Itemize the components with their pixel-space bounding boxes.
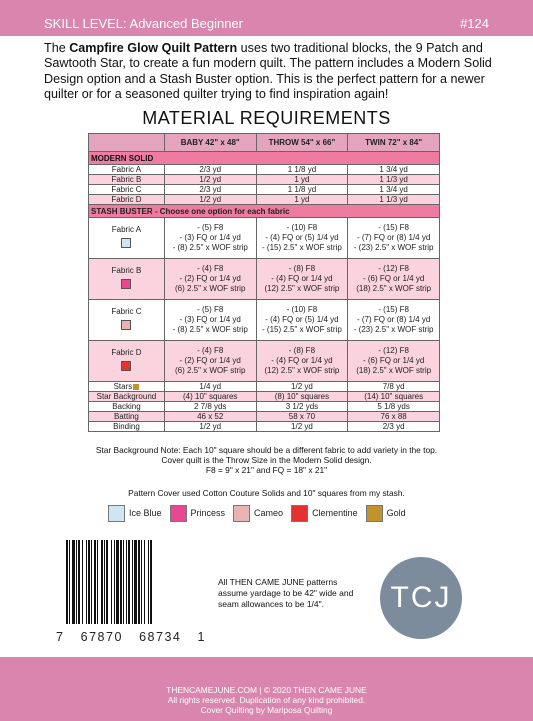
table-row bbox=[89, 412, 440, 422]
table-row bbox=[89, 218, 440, 259]
color-legend bbox=[108, 503, 414, 523]
intro-paragraph bbox=[44, 41, 494, 103]
table-cell bbox=[164, 300, 256, 341]
barcode-bar bbox=[78, 540, 80, 624]
fabric-swatch bbox=[121, 279, 131, 289]
cell-line: - (4) FQ or 1/4 yd bbox=[271, 356, 333, 365]
legend-swatch bbox=[108, 505, 125, 522]
cell-line: - (7) FQ or (8) 1/4 yd bbox=[356, 315, 431, 324]
section-label: STASH BUSTER - Choose one option for each fabric bbox=[89, 205, 440, 218]
table-row bbox=[89, 195, 440, 205]
header-bar bbox=[0, 0, 533, 36]
star-background-note bbox=[50, 445, 483, 475]
barcode-digit-group: 7 bbox=[56, 630, 65, 644]
table-cell: (14) 10" squares bbox=[348, 392, 440, 402]
table-cell: 2/3 yd bbox=[348, 422, 440, 432]
table-row bbox=[89, 259, 440, 300]
cell-line: - (8) F8 bbox=[288, 346, 316, 355]
cell-line: - (4) FQ or (5) 1/4 yd bbox=[265, 233, 339, 242]
logo-text: TCJ bbox=[390, 581, 452, 614]
cell-line: - (12) F8 bbox=[378, 346, 409, 355]
table-cell bbox=[256, 341, 348, 382]
fabric-swatch bbox=[121, 361, 131, 371]
table-cell: (8) 10" squares bbox=[256, 392, 348, 402]
note-line-2: Cover quilt is the Throw Size in the Modern Solid design. bbox=[161, 455, 372, 465]
table-cell: 1/2 yd bbox=[256, 382, 348, 392]
table-row bbox=[89, 165, 440, 175]
cell-line: (12) 2.5" x WOF strip bbox=[264, 366, 340, 375]
note-line-3: F8 = 9" x 21" and FQ = 18" x 21" bbox=[205, 465, 328, 475]
table-cell bbox=[348, 300, 440, 341]
footer-line-3: Cover Quilting by Mariposa Quilting bbox=[200, 705, 333, 715]
barcode-digit-group: 1 bbox=[197, 630, 206, 644]
legend-swatch bbox=[291, 505, 308, 522]
tcj-logo bbox=[380, 557, 462, 639]
row-label bbox=[89, 392, 165, 402]
table-cell: 2/3 yd bbox=[164, 165, 256, 175]
cell-line: - (2) FQ or 1/4 yd bbox=[179, 356, 241, 365]
barcode-bar bbox=[66, 540, 68, 624]
cell-line: - (10) F8 bbox=[286, 305, 318, 314]
row-label bbox=[89, 382, 165, 392]
row-label-text: Batting bbox=[113, 412, 139, 421]
table-cell: 1 3/4 yd bbox=[348, 185, 440, 195]
section-row-stash-buster bbox=[89, 205, 440, 218]
cell-line: - (8) 2.5" x WOF strip bbox=[172, 325, 248, 334]
table-cell: 7/8 yd bbox=[348, 382, 440, 392]
table-cell: 1 yd bbox=[256, 175, 348, 185]
table-cell bbox=[256, 259, 348, 300]
fabric-label: Fabric B bbox=[111, 266, 142, 275]
cell-line: - (4) FQ or 1/4 yd bbox=[271, 274, 333, 283]
table-cell bbox=[164, 259, 256, 300]
barcode-bar bbox=[82, 540, 83, 624]
row-label-text: Binding bbox=[113, 422, 140, 431]
barcode-bar bbox=[72, 540, 75, 624]
barcode-bar bbox=[120, 540, 122, 624]
barcode-bar bbox=[150, 540, 152, 624]
table-row bbox=[89, 402, 440, 412]
fabric-label: Fabric D bbox=[111, 348, 142, 357]
table-cell: 1 1/8 yd bbox=[256, 165, 348, 175]
fabric-swatch bbox=[121, 320, 131, 330]
barcode-bar bbox=[134, 540, 137, 624]
barcode-digit-group: 68734 bbox=[139, 630, 182, 644]
row-label bbox=[89, 218, 165, 259]
table-cell bbox=[348, 259, 440, 300]
cell-line: - (3) FQ or 1/4 yd bbox=[179, 315, 241, 324]
table-cell bbox=[256, 218, 348, 259]
column-header: TWIN 72" x 84" bbox=[348, 134, 440, 152]
table-cell: 1 yd bbox=[256, 195, 348, 205]
cell-line: - (3) FQ or 1/4 yd bbox=[179, 233, 241, 242]
fabric-swatch bbox=[121, 238, 131, 248]
cell-line: - (6) FQ or 1/4 yd bbox=[362, 356, 425, 365]
barcode-bar bbox=[104, 540, 105, 624]
row-label bbox=[89, 422, 165, 432]
row-label: Fabric D bbox=[89, 195, 165, 205]
legend-label: Ice Blue bbox=[129, 508, 162, 518]
footer-bar bbox=[0, 657, 533, 721]
row-label bbox=[89, 259, 165, 300]
table-cell bbox=[164, 341, 256, 382]
barcode-bar bbox=[132, 540, 133, 624]
cell-line: - (2) FQ or 1/4 yd bbox=[179, 274, 241, 283]
fabric-label: Fabric A bbox=[111, 225, 142, 234]
table-cell: 5 1/8 yds bbox=[348, 402, 440, 412]
table-cell: 1/2 yd bbox=[164, 175, 256, 185]
cell-line: (18) 2.5" x WOF strip bbox=[356, 284, 432, 293]
table-cell: 1/2 yd bbox=[164, 422, 256, 432]
row-label-text: Backing bbox=[112, 402, 141, 411]
barcode-bar bbox=[97, 540, 98, 624]
table-row bbox=[89, 185, 440, 195]
legend-label: Gold bbox=[386, 508, 406, 518]
table-row bbox=[89, 175, 440, 185]
yardage-note: All THEN CAME JUNE patterns assume yardage to be 42" wide and seam allowances to be 1/4". bbox=[218, 577, 354, 609]
section-row-modern-solid bbox=[89, 152, 440, 165]
barcode-bar bbox=[144, 540, 145, 624]
row-label bbox=[89, 402, 165, 412]
cell-line: - (4) FQ or (5) 1/4 yd bbox=[265, 315, 339, 324]
intro-body: uses two traditional blocks, the 9 Patch and Sawtooth Star, to create a fun modern quilt. The pattern includes a Modern Solid Design option and a Stash Buster option. This is the perfect pattern for a newer quilter or for a seasoned quilter trying to find inspiration again! bbox=[44, 41, 492, 102]
table-cell: 2 7/8 yds bbox=[164, 402, 256, 412]
table-row bbox=[89, 341, 440, 382]
footer-line-1: THENCAMEJUNE.COM | © 2020 THEN CAME JUNE bbox=[166, 685, 367, 695]
barcode-bar bbox=[88, 540, 90, 624]
legend-swatch bbox=[170, 505, 187, 522]
barcode-bar bbox=[106, 540, 108, 624]
cell-line: - (4) F8 bbox=[197, 346, 224, 355]
legend-item bbox=[233, 505, 283, 522]
row-label-text: Star Background bbox=[96, 392, 157, 401]
barcode-bar bbox=[94, 540, 96, 624]
requirements-title: MATERIAL REQUIREMENTS bbox=[142, 108, 391, 128]
cell-line: (18) 2.5" x WOF strip bbox=[356, 366, 432, 375]
legend-label: Princess bbox=[190, 508, 226, 518]
cell-line: (6) 2.5" x WOF strip bbox=[175, 284, 246, 293]
pattern-name: Campfire Glow Quilt Pattern bbox=[69, 41, 238, 55]
barcode-digit-group: 67870 bbox=[80, 630, 123, 644]
cell-line: - (8) F8 bbox=[288, 264, 316, 273]
table-row bbox=[89, 422, 440, 432]
column-header: THROW 54" x 66" bbox=[256, 134, 348, 152]
table-cell bbox=[348, 341, 440, 382]
table-cell bbox=[164, 218, 256, 259]
skill-level: SKILL LEVEL: Advanced Beginner bbox=[44, 16, 243, 31]
table-cell: 58 x 70 bbox=[256, 412, 348, 422]
cell-line: - (4) F8 bbox=[197, 264, 224, 273]
barcode-bar bbox=[114, 540, 115, 624]
legend-item bbox=[108, 505, 162, 522]
table-cell: 46 x 52 bbox=[164, 412, 256, 422]
table-cell: 1 1/3 yd bbox=[348, 195, 440, 205]
cell-line: - (15) F8 bbox=[378, 305, 409, 314]
table-cell: 2/3 yd bbox=[164, 185, 256, 195]
barcode bbox=[66, 540, 188, 624]
cell-line: - (23) 2.5" x WOF strip bbox=[353, 243, 434, 252]
barcode-bar bbox=[111, 540, 112, 624]
cell-line: - (15) F8 bbox=[378, 223, 409, 232]
barcode-bar bbox=[128, 540, 130, 624]
table-cell: 1/2 yd bbox=[256, 422, 348, 432]
legend-item bbox=[291, 505, 358, 522]
cell-line: - (5) F8 bbox=[197, 223, 224, 232]
note-line-1: Star Background Note: Each 10" square should be a different fabric to add variety in the top. bbox=[95, 445, 438, 455]
table-cell: 1 3/4 yd bbox=[348, 165, 440, 175]
section-label: MODERN SOLID bbox=[89, 152, 440, 165]
row-label: Fabric A bbox=[89, 165, 165, 175]
barcode-bar bbox=[86, 540, 87, 624]
table-row bbox=[89, 382, 440, 392]
legend-item bbox=[366, 505, 406, 522]
barcode-bar bbox=[101, 540, 103, 624]
cell-line: - (23) 2.5" x WOF strip bbox=[353, 325, 434, 334]
cell-line: - (8) 2.5" x WOF strip bbox=[172, 243, 248, 252]
table-cell bbox=[348, 218, 440, 259]
barcode-bar bbox=[126, 540, 127, 624]
row-label: Fabric B bbox=[89, 175, 165, 185]
table-cell: 3 1/2 yds bbox=[256, 402, 348, 412]
legend-label: Cameo bbox=[254, 508, 284, 518]
table-cell: (4) 10" squares bbox=[164, 392, 256, 402]
cell-line: - (5) F8 bbox=[197, 305, 224, 314]
barcode-bar bbox=[148, 540, 149, 624]
table-cell: 1 1/3 yd bbox=[348, 175, 440, 185]
pattern-number: #124 bbox=[460, 16, 489, 31]
barcode-bar bbox=[76, 540, 77, 624]
column-header: BABY 42" x 48" bbox=[164, 134, 256, 152]
barcode-bar bbox=[91, 540, 92, 624]
table-row bbox=[89, 300, 440, 341]
footer-line-2: All rights reserved. Duplication of any kind prohibited. bbox=[167, 695, 366, 705]
header-corner-cell bbox=[89, 134, 165, 152]
table-row bbox=[89, 392, 440, 402]
table-cell: 1 1/8 yd bbox=[256, 185, 348, 195]
cell-line: (12) 2.5" x WOF strip bbox=[264, 284, 340, 293]
cell-line: - (12) F8 bbox=[378, 264, 409, 273]
material-requirements-table bbox=[88, 133, 440, 432]
row-label-text: Stars bbox=[113, 382, 133, 391]
table-cell bbox=[256, 300, 348, 341]
row-label bbox=[89, 412, 165, 422]
table-cell: 1/2 yd bbox=[164, 195, 256, 205]
barcode-bar bbox=[123, 540, 124, 624]
cell-line: - (7) FQ or (8) 1/4 yd bbox=[356, 233, 431, 242]
cell-line: - (15) 2.5" x WOF strip bbox=[262, 243, 342, 252]
intro-prefix: The bbox=[44, 41, 70, 55]
gold-square-icon bbox=[133, 384, 139, 390]
row-label bbox=[89, 300, 165, 341]
legend-label: Clementine bbox=[312, 508, 358, 518]
table-cell: 76 x 88 bbox=[348, 412, 440, 422]
barcode-bar bbox=[116, 540, 119, 624]
legend-swatch bbox=[366, 505, 383, 522]
row-label bbox=[89, 341, 165, 382]
table-header-row bbox=[89, 134, 440, 152]
cell-line: - (6) FQ or 1/4 yd bbox=[362, 274, 425, 283]
barcode-bar bbox=[69, 540, 70, 624]
barcode-number bbox=[56, 630, 206, 644]
table-cell: 1/4 yd bbox=[164, 382, 256, 392]
barcode-bar bbox=[138, 540, 140, 624]
cell-line: - (10) F8 bbox=[286, 223, 318, 232]
cover-note: Pattern Cover used Cotton Couture Solids and 10" squares from my stash. bbox=[128, 488, 405, 498]
row-label: Fabric C bbox=[89, 185, 165, 195]
cell-line: (6) 2.5" x WOF strip bbox=[175, 366, 246, 375]
legend-item bbox=[170, 505, 226, 522]
cell-line: - (15) 2.5" x WOF strip bbox=[262, 325, 342, 334]
legend-swatch bbox=[233, 505, 250, 522]
fabric-label: Fabric C bbox=[111, 307, 142, 316]
barcode-bar bbox=[141, 540, 142, 624]
